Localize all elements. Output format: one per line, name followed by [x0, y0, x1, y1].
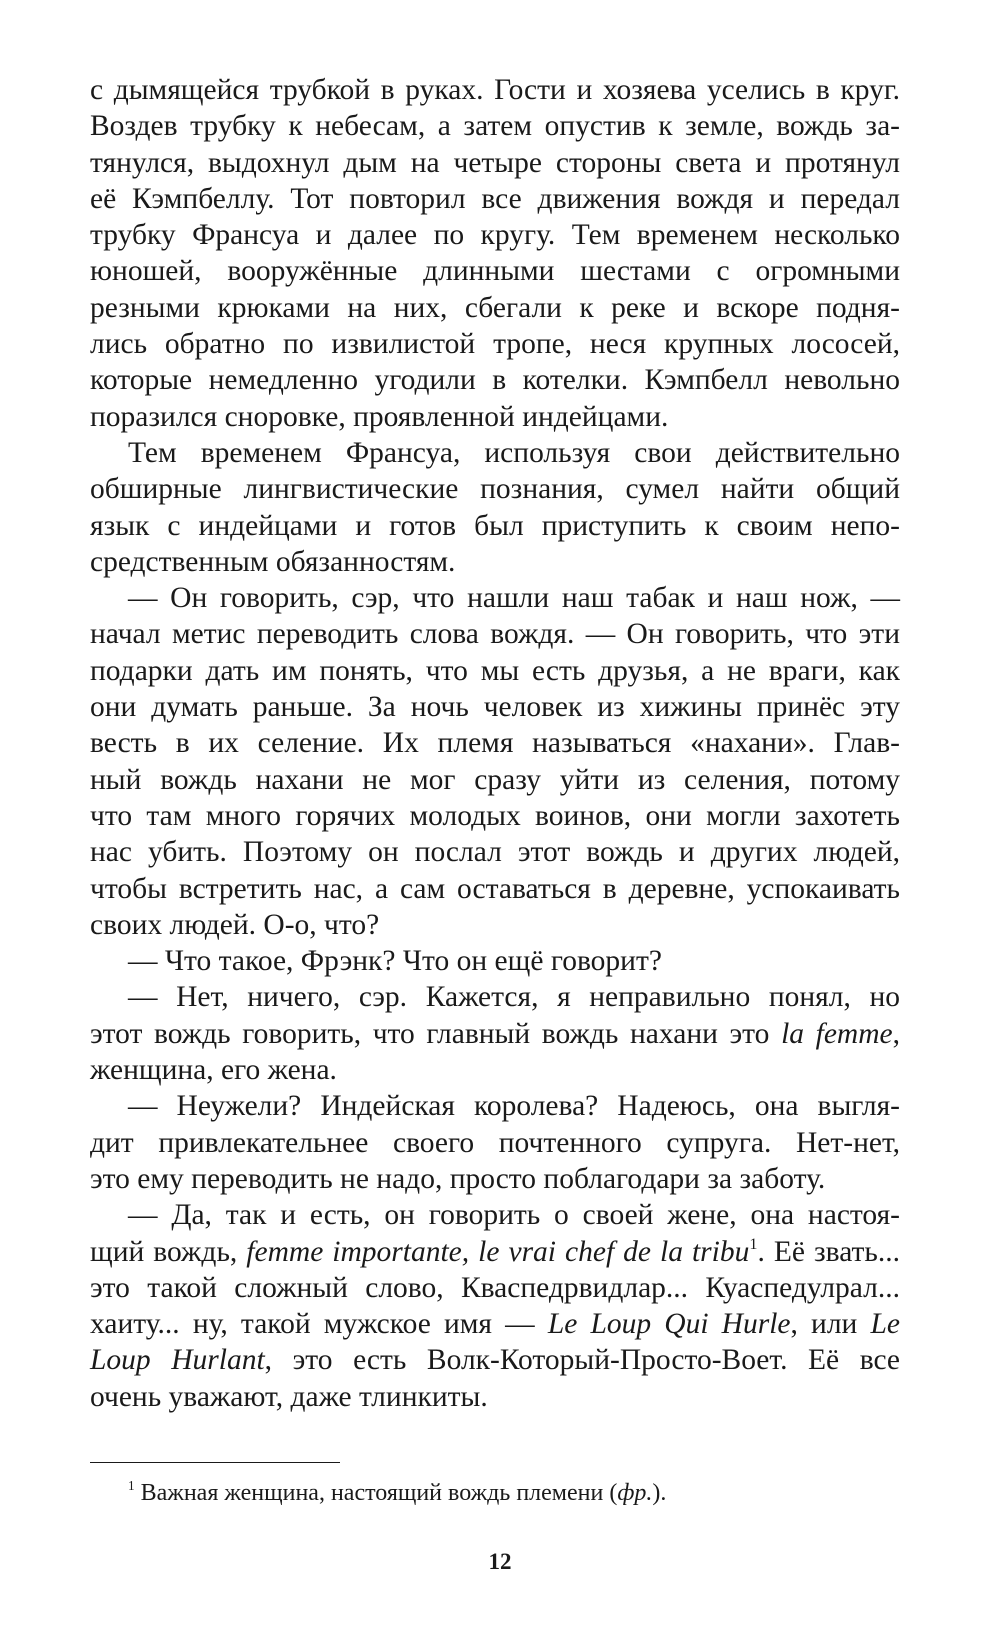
text-line: резными крюками на них, сбегали к реке и вскоре подня- — [90, 291, 900, 324]
text-line: которые немедленно угодили в котелки. Кэмпбелл невольно — [90, 364, 900, 397]
text-line: Воздев трубку к небесам, а затем опустив к земле, вождь за- — [90, 110, 900, 143]
text-line: трубку Франсуа и далее по кругу. Тем временем несколько — [90, 219, 900, 252]
text-line: — Он говорить, сэр, что нашли наш табак и наш нож, — — [128, 582, 900, 615]
text-run: этот вождь говорить, что главный вождь нахани это — [90, 1017, 782, 1050]
text-line: с дымящейся трубкой в руках. Гости и хозяева уселись в круг. — [90, 74, 900, 106]
text-line: ный вождь нахани не мог сразу уйти из селения, потому — [90, 763, 900, 796]
text-run: хаиту... ну, такой мужское имя — — [90, 1308, 548, 1341]
text-run: . Её звать... — [757, 1235, 901, 1268]
text-line: — Да, так и есть, он говорить о своей жене, она настоя- — [128, 1199, 900, 1232]
text-line: — Неужели? Индейская королева? Надеюсь, она выгля- — [128, 1090, 900, 1123]
text-line: женщина, его жена. — [90, 1054, 337, 1087]
text-line — [90, 1342, 900, 1378]
footnote-text-end: ). — [652, 1480, 667, 1506]
text-line — [90, 1016, 900, 1052]
italic-phrase: la femme — [781, 1017, 893, 1050]
text-line: Тем временем Франсуа, используя свои действительно — [128, 436, 900, 469]
text-run: , это есть Волк-Который-Просто-Воет. Её все — [264, 1344, 900, 1377]
page-number: 12 — [488, 1549, 512, 1574]
text-line: юношей, вооружённые длинными шестами с огромными — [90, 255, 900, 288]
italic-phrase: Loup Hurlant — [90, 1344, 265, 1377]
text-line: что там много горячих молодых воинов, они могли захотеть — [90, 799, 900, 832]
italic-phrase: Le Loup Qui Hurle — [547, 1308, 791, 1341]
text-line: своих людей. О-о, что? — [90, 908, 380, 941]
footnote-separator — [90, 1462, 340, 1463]
text-line: средственным обязанностям. — [90, 545, 456, 578]
text-line: начал метис переводить слова вождя. — Он говорить, что эти — [90, 618, 900, 651]
text-line — [90, 1306, 900, 1342]
text-line: дит привлекательнее своего почтенного супруга. Нет-нет, — [90, 1126, 900, 1159]
text-line: — Что такое, Фрэнк? Что он ещё говорит? — [128, 945, 662, 978]
text-line: её Кэмпбеллу. Тот повторил все движения вождя и передал — [90, 182, 900, 215]
footnote-number: 1 — [128, 1478, 135, 1494]
footnote — [128, 1478, 666, 1508]
footnote-abbreviation: фр. — [617, 1480, 653, 1506]
text-line: — Нет, ничего, сэр. Кажется, я неправильно понял, но — [128, 981, 900, 1014]
text-line: поразился сноровке, проявленной индейцами. — [90, 400, 669, 433]
text-run: щий вождь, — [90, 1235, 247, 1268]
text-line: язык с индейцами и готов был приступить к своим непо- — [90, 509, 900, 542]
text-line: они думать раньше. За ночь человек из хижины принёс эту — [90, 691, 900, 724]
page-body-text — [90, 72, 900, 1415]
text-line: лись обратно по извилистой тропе, неся крупных лососей, — [90, 328, 900, 361]
text-line: это такой сложный слово, Кваспедрвидлар... Куаспедулрал... — [90, 1271, 900, 1304]
text-line: очень уважают, даже тлинкиты. — [90, 1380, 488, 1413]
text-line: весть в их селение. Их племя называться «нахани». Глав- — [90, 727, 900, 760]
italic-phrase: Le — [870, 1308, 900, 1341]
italic-phrase: femme importante, le vrai chef de la tribu — [246, 1235, 750, 1268]
footnote-text: Важная женщина, настоящий вождь племени ( — [134, 1480, 618, 1506]
text-line: обширные лингвистические познания, сумел найти общий — [90, 473, 900, 506]
text-run: , или — [790, 1308, 871, 1341]
text-line: нас убить. Поэтому он послал этот вождь и других людей, — [90, 836, 900, 869]
text-line: подарки дать им понять, что мы есть друзья, а не враги, как — [90, 654, 900, 687]
text-line: тянулся, выдохнул дым на четыре стороны света и протянул — [90, 146, 900, 179]
text-run: , — [892, 1017, 900, 1050]
text-line: чтобы встретить нас, а сам оставаться в деревне, успокаивать — [90, 872, 900, 905]
text-line — [90, 1234, 900, 1270]
footnote-marker: 1 — [749, 1234, 758, 1253]
text-line: это ему переводить не надо, просто поблагодари за заботу. — [90, 1162, 826, 1195]
